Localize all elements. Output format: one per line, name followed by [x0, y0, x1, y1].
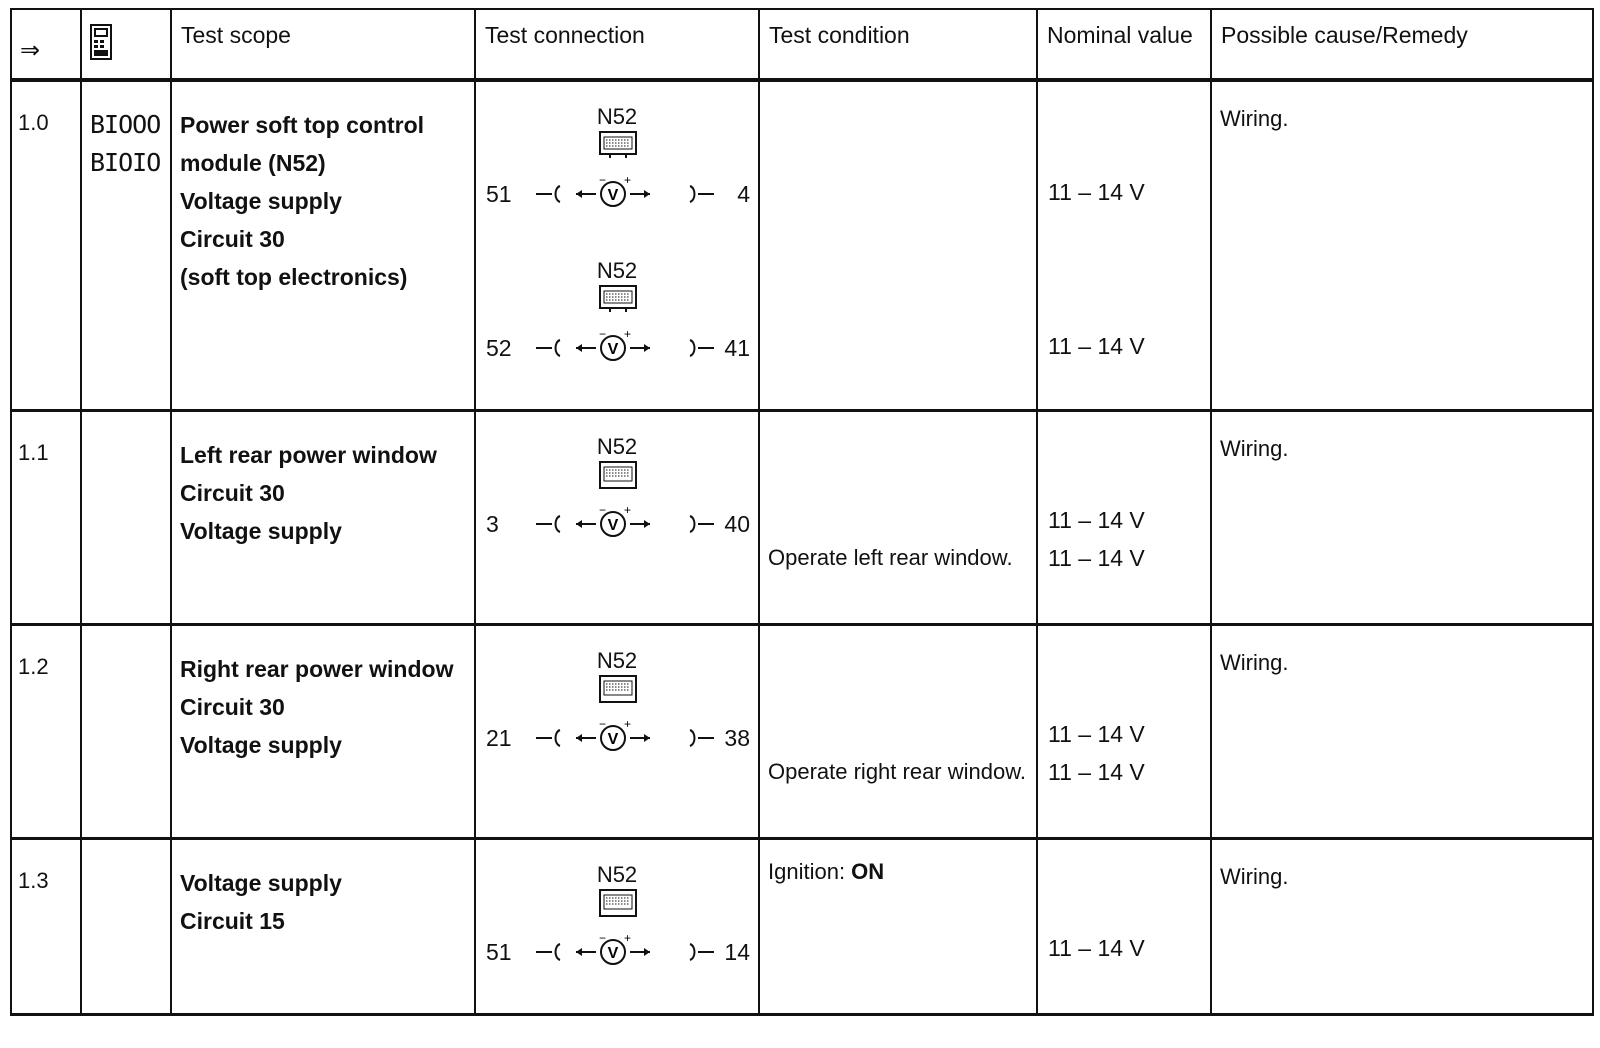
voltmeter-icon [574, 326, 652, 366]
nominal-reading: 11 – 14 V [1048, 179, 1145, 205]
pin-left: 21 [486, 724, 512, 751]
fault-codes [81, 838, 171, 1014]
module-label: N52 [596, 104, 638, 129]
module-label: N52 [596, 258, 638, 283]
voltmeter-icon [574, 930, 652, 970]
nominal-reading: 11 – 14 V [1048, 758, 1145, 785]
test-scope: Right rear power window Circuit 30 Voltage supply [171, 624, 475, 838]
row-number: 1.0 [11, 80, 81, 410]
pin-left: 51 [486, 938, 512, 965]
svg-text:+: + [624, 716, 632, 731]
header-test-connection: Test connection [475, 9, 759, 80]
connection-diagram [476, 104, 758, 216]
module-label: N52 [596, 861, 638, 887]
svg-text:V: V [607, 187, 619, 204]
test-connection [475, 80, 759, 410]
table-row [11, 838, 1593, 1014]
svg-text:+: + [624, 930, 632, 945]
pin-left: 51 [486, 181, 512, 207]
connector-icon [598, 460, 638, 490]
connection-diagram [476, 862, 758, 974]
probe-right-icon [688, 724, 716, 752]
probe-left-icon [534, 938, 562, 966]
header-test-scope: Test scope [171, 9, 475, 80]
row-number: 1.3 [11, 838, 81, 1014]
connection-diagram [476, 434, 758, 546]
row-number: 1.2 [11, 624, 81, 838]
svg-text:V: V [607, 341, 619, 358]
test-condition [759, 80, 1037, 410]
svg-text:−: − [599, 502, 607, 517]
table-row [11, 624, 1593, 838]
ignition-state: ON [851, 858, 885, 884]
svg-text:V: V [607, 516, 619, 534]
condition-text: Ignition: ON [768, 858, 885, 884]
fault-code: BIOIO [90, 148, 161, 177]
test-connection [475, 838, 759, 1014]
probe-left-icon [534, 180, 562, 208]
connector-icon [598, 674, 638, 704]
test-scope: Left rear power window Circuit 30 Voltage supply [171, 410, 475, 624]
test-scope: Power soft top control module (N52) Voltage supply Circuit 30 (soft top electronics) [171, 80, 475, 410]
module-label: N52 [596, 647, 638, 673]
pin-right: 40 [724, 510, 750, 537]
pin-right: 41 [724, 335, 750, 361]
test-condition [759, 838, 1037, 1014]
header-arrow [11, 9, 81, 80]
test-connection [475, 410, 759, 624]
connector-icon [598, 284, 638, 314]
pin-right: 14 [724, 938, 750, 965]
test-scope: Voltage supply Circuit 15 [171, 838, 475, 1014]
possible-cause: Wiring. [1211, 80, 1593, 410]
nominal-reading: 11 – 14 V [1048, 720, 1145, 747]
arrow-icon: ⇒ [20, 37, 41, 64]
svg-text:V: V [607, 730, 619, 748]
voltmeter-icon [574, 716, 652, 756]
probe-right-icon [688, 334, 716, 362]
svg-text:+: + [624, 502, 632, 517]
connection-diagram [476, 258, 758, 370]
test-table [10, 8, 1594, 1016]
svg-text:−: − [599, 173, 607, 187]
pin-left: 52 [486, 335, 512, 361]
connector-icon [598, 888, 638, 918]
pin-left: 3 [486, 510, 499, 537]
fault-codes [81, 80, 171, 410]
nominal-reading: 11 – 14 V [1048, 544, 1145, 571]
header-tester [81, 9, 171, 80]
header-possible-cause: Possible cause/Remedy [1211, 9, 1593, 80]
fault-code: BIOOO [90, 110, 161, 139]
probe-left-icon [534, 334, 562, 362]
module-label: N52 [596, 433, 638, 459]
probe-right-icon [688, 510, 716, 538]
nominal-value [1037, 80, 1211, 410]
test-condition [759, 624, 1037, 838]
tester-icon [90, 24, 112, 60]
svg-text:−: − [599, 930, 607, 945]
possible-cause: Wiring. [1211, 838, 1593, 1014]
possible-cause: Wiring. [1211, 624, 1593, 838]
svg-text:+: + [624, 173, 632, 187]
svg-text:+: + [624, 327, 632, 341]
connection-diagram [476, 648, 758, 760]
condition-text: Operate right rear window. [768, 758, 1027, 784]
nominal-value [1037, 410, 1211, 624]
table-row [11, 410, 1593, 624]
possible-cause: Wiring. [1211, 410, 1593, 624]
voltmeter-icon [574, 502, 652, 542]
fault-codes [81, 624, 171, 838]
header-nominal-value: Nominal value [1037, 9, 1211, 80]
table-row [11, 80, 1593, 410]
test-connection [475, 624, 759, 838]
fault-codes [81, 410, 171, 624]
svg-text:−: − [599, 716, 607, 731]
header-test-condition: Test condition [759, 9, 1037, 80]
test-condition [759, 410, 1037, 624]
probe-left-icon [534, 724, 562, 752]
nominal-reading: 11 – 14 V [1048, 934, 1145, 961]
nominal-reading: 11 – 14 V [1048, 333, 1145, 359]
condition-text: Operate left rear window. [768, 544, 1013, 570]
nominal-reading: 11 – 14 V [1048, 506, 1145, 533]
nominal-value [1037, 838, 1211, 1014]
nominal-value [1037, 624, 1211, 838]
voltmeter-icon [574, 172, 652, 212]
probe-right-icon [688, 938, 716, 966]
connector-icon [598, 130, 638, 160]
header-row [11, 9, 1593, 80]
pin-right: 4 [737, 181, 750, 207]
probe-right-icon [688, 180, 716, 208]
row-number: 1.1 [11, 410, 81, 624]
svg-text:−: − [599, 327, 607, 341]
pin-right: 38 [724, 724, 750, 751]
probe-left-icon [534, 510, 562, 538]
svg-text:V: V [607, 944, 619, 962]
